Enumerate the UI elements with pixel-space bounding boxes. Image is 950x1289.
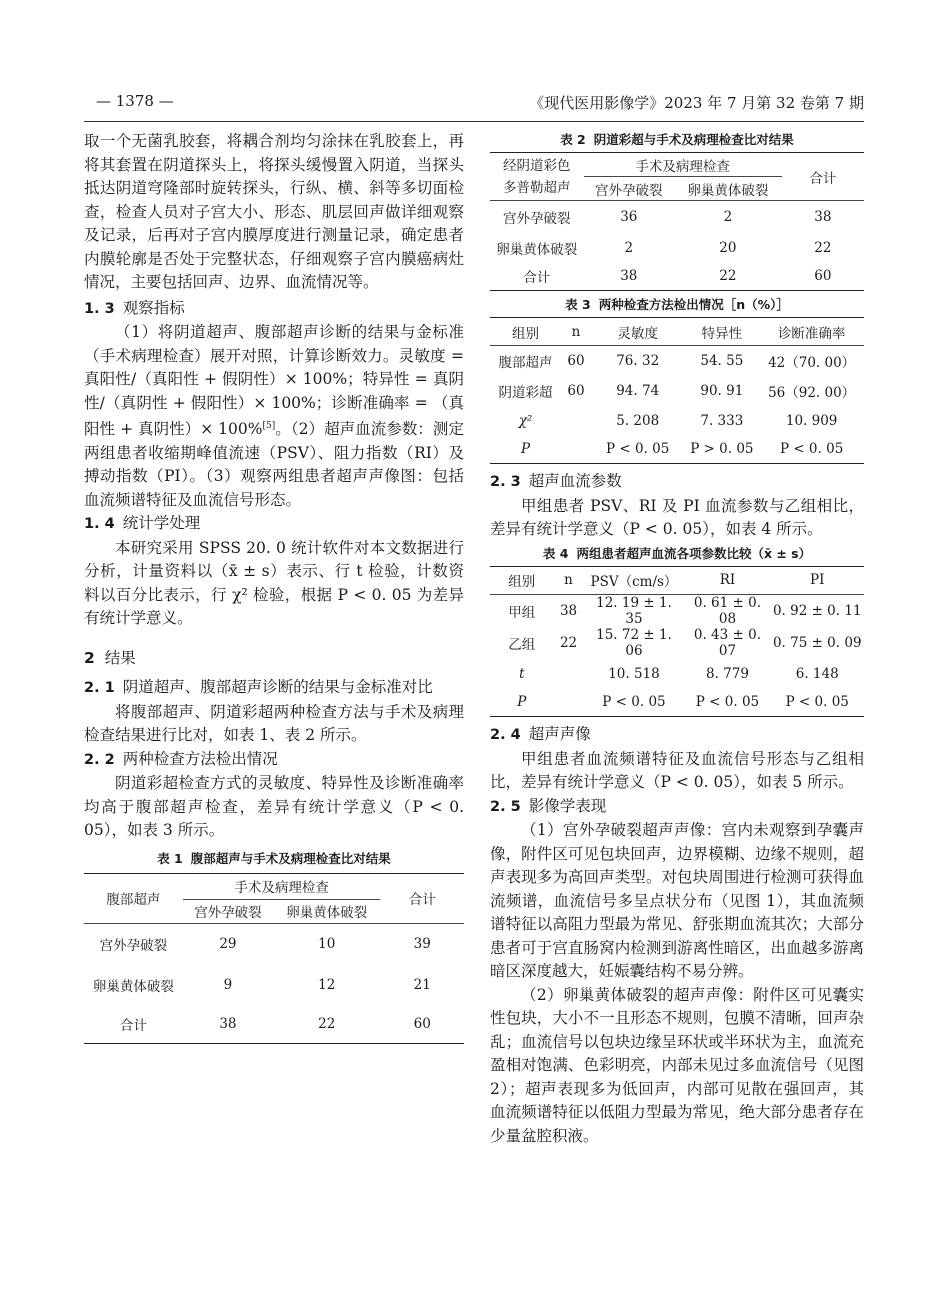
table-row: [490, 346, 864, 376]
table-cell: 0. 92 ± 0. 11: [772, 602, 862, 619]
table-header: 诊断准确率: [759, 318, 864, 346]
table-header: 合计: [380, 873, 464, 923]
section-title: 结果: [104, 648, 136, 667]
section-number: 1. 3: [84, 300, 115, 317]
indicators-text-tail: 。（2）超声血流参数：测定两组患者收缩期峰值流速（PSV）、阻力指数（RI）及搏动指数（PI）。（3）观察两组患者超声声像图：包括血流频谱特征及血流信号形态。: [84, 420, 464, 509]
table-cell: 10: [318, 936, 336, 953]
table-title: 腹部超声与手术及病理检查比对结果: [190, 850, 391, 866]
table-cell: 6. 148: [795, 665, 839, 682]
table-header: RI: [684, 566, 770, 594]
section-number: 2. 3: [490, 474, 521, 490]
table3: [490, 317, 864, 464]
table-cell: 39: [413, 936, 431, 953]
table-title: 两种检查方法检出情况［n（%）］: [598, 297, 789, 312]
table-cell: 10. 518: [608, 665, 660, 682]
table-cell: 38: [814, 208, 832, 225]
table-header: 手术及病理检查: [183, 873, 381, 899]
table-cell: 42（70. 00）: [768, 354, 856, 371]
table-title: 两组患者超声血流各项参数比较（x̄ ± s）: [576, 545, 812, 561]
table-cell: 2: [624, 239, 634, 256]
table-cell: 94. 74: [616, 382, 660, 399]
table-header: n: [561, 318, 591, 346]
table-cell: 22: [559, 634, 578, 651]
table-cell: 0. 43 ± 0. 07: [693, 626, 762, 659]
table-cell: 12: [318, 977, 336, 994]
table4-caption: [490, 544, 864, 564]
table-cell: 9: [223, 977, 233, 994]
table-header: 合计: [782, 153, 864, 201]
table-cell: 22: [719, 268, 737, 285]
table-row: [490, 689, 864, 717]
table-cell: 56（92. 00）: [768, 384, 856, 401]
corpus-luteum-paragraph: （2）卵巢黄体破裂的超声声像：附件区可见囊实性包块，大小不一且形态不规则，包膜不清晰，回声杂乱；血流信号以包块边缘呈环状或半环状为主，血流充盈相对饱满、色彩明亮，内部未见过多血流信号（见图 2）；超声表现多为低回声，内部可见散在强回声，其血流频谱特征以低阻力型最为常见，绝大部分患者存在少量盆腔积液。: [490, 985, 864, 1145]
table-cell: 8. 779: [705, 665, 749, 682]
table-cell: 22: [814, 239, 832, 256]
table-cell: 15. 72 ± 1. 06: [596, 626, 672, 659]
table-cell: 22: [318, 1015, 336, 1032]
table-cell: 腹部超声: [498, 354, 553, 371]
section-1-3-heading: [84, 297, 464, 322]
section-2-1-heading: [84, 676, 464, 701]
table-cell: P < 0. 05: [602, 694, 666, 711]
table-header: PI: [770, 566, 864, 594]
table-header: 卵巢黄体破裂: [674, 177, 782, 201]
left-column: [84, 130, 464, 1044]
section-2-heading: [84, 647, 464, 671]
section-title: 影像学表现: [528, 796, 607, 815]
right-column: [490, 130, 864, 1148]
table-row: [84, 1005, 464, 1043]
table-header-line: 多普勒超声: [503, 179, 571, 196]
table-cell: 36: [620, 208, 638, 225]
table-header-line: 经阴道彩色: [503, 157, 571, 174]
table-cell: [561, 436, 591, 464]
table-cell: 90. 91: [700, 382, 744, 399]
table-row: [490, 436, 864, 464]
table-cell: P < 0. 05: [785, 694, 849, 711]
table-header: 宫外孕破裂: [584, 177, 675, 201]
table2-caption: [490, 130, 864, 150]
section-number: 1. 4: [84, 516, 115, 533]
table-cell: P: [520, 441, 531, 458]
table-row: [490, 376, 864, 406]
citation-ref: [5]: [262, 421, 276, 431]
table-cell: 宫外孕破裂: [503, 210, 571, 227]
table-header: 腹部超声: [84, 873, 183, 923]
table-label: 表 3: [565, 297, 591, 312]
table-cell: 29: [219, 936, 237, 953]
journal-header: 《现代医用影像学》2023 年 7 月第 32 卷第 7 期: [529, 94, 864, 112]
statistics-paragraph: 本研究采用 SPSS 20. 0 统计软件对本文数据进行分析，计量资料以（x̄ ± s）表示、行 t 检验，计数资料以百分比表示，行 χ² 检验，根据 P < 0. 05 为差异有统计学意义。: [84, 538, 464, 628]
table-cell: 54. 55: [700, 352, 744, 369]
table-cell: 38: [219, 1015, 237, 1032]
sonogram-paragraph: 甲组患者血流频谱特征及血流信号形态与乙组相比，差异有统计学意义（P < 0. 05），如表 5 所示。: [490, 749, 864, 791]
table-cell: 38: [620, 268, 638, 285]
table1: [84, 873, 464, 1044]
table-row: [490, 263, 864, 291]
section-2-4-heading: [490, 723, 864, 748]
section-number: 2. 4: [490, 727, 521, 743]
table-cell: 乙组: [508, 636, 536, 653]
section-number: 2: [84, 648, 95, 667]
table-header: [490, 153, 584, 201]
ectopic-pregnancy-paragraph: （1）宫外孕破裂超声声像：宫内未观察到孕囊声像，附件区可见包块回声，边界模糊、边缘不规则，超声表现多为高回声类型。对包块周围进行检测可获得血流频谱，血流信号多呈点状分布（见图 1），其血流频谱特征以高阻力型最为常见、舒张期血流其次；大部分患者可于宫直肠窝内检测到游离性暗区，出血越多游离暗区深度越大，妊娠囊结构不易分辨。: [490, 821, 864, 980]
table-cell: [554, 659, 584, 689]
table-header: n: [554, 566, 584, 594]
table-cell: P > 0. 05: [690, 441, 754, 458]
table-cell: 阴道彩超: [498, 384, 553, 401]
section-title: 超声声像: [528, 725, 591, 743]
table-cell: 60: [567, 382, 585, 399]
comparison-paragraph: 将腹部超声、阴道彩超两种检查方法与手术及病理检查结果进行比对，如表 1、表 2 所示。: [84, 702, 464, 745]
table-header: 组别: [490, 318, 561, 346]
section-title: 两种检查方法检出情况: [122, 749, 278, 768]
table-header: PSV（cm/s）: [583, 566, 684, 594]
table-cell: t: [519, 665, 525, 682]
table-cell: 0. 75 ± 0. 09: [772, 634, 862, 651]
table-label: 表 1: [157, 850, 183, 866]
section-title: 统计学处理: [122, 514, 201, 533]
section-2-5-heading: [490, 795, 864, 820]
section-title: 观察指标: [122, 298, 185, 317]
blood-flow-paragraph: 甲组患者 PSV、RI 及 PI 血流参数与乙组相比，差异有统计学意义（P < 0. 05），如表 4 所示。: [490, 496, 864, 538]
section-1-4-heading: [84, 512, 464, 537]
section-2-2-heading: [84, 748, 464, 773]
table-cell: 38: [559, 602, 578, 619]
table-header: 手术及病理检查: [584, 153, 782, 177]
section-number: 2. 1: [84, 680, 115, 697]
section-number: 2. 2: [84, 751, 115, 768]
section-title: 阴道超声、腹部超声诊断的结果与金标准对比: [122, 678, 433, 697]
table-cell: 12. 19 ± 1. 35: [596, 594, 672, 627]
table-cell: P < 0. 05: [606, 441, 670, 458]
table-cell: P < 0. 05: [779, 441, 844, 458]
section-number: 2. 5: [490, 798, 521, 815]
method-paragraph: 取一个无菌乳胶套，将耦合剂均匀涂抹在乳胶套上，再将其套置在阴道探头上，将探头缓慢置入阴道，当探头抵达阴道穹隆部时旋转探头，行纵、横、斜等多切面检查，检查人员对子宫大小、形态、肌层回声做详细观察及记录，后再对子宫内膜厚度进行测量记录，确定患者内膜轮廓是否处于完整状态，仔细观察子宫内膜癌病灶情况，主要包括回声、边界、血流情况等。: [84, 132, 464, 291]
table-row: [490, 406, 864, 436]
table1-caption: [84, 849, 464, 869]
page-number: — 1378 —: [96, 92, 174, 110]
section-title: 超声血流参数: [528, 472, 622, 490]
section-2-3-heading: [490, 470, 864, 495]
table4: [490, 566, 864, 718]
table-cell: 0. 61 ± 0. 08: [693, 594, 762, 627]
table-cell: 60: [413, 1015, 431, 1032]
table-row: [84, 965, 464, 1005]
table-cell: 10. 909: [785, 412, 838, 429]
table-header: 特异性: [684, 318, 759, 346]
table-cell: 60: [814, 268, 832, 285]
table-cell: P < 0. 05: [695, 694, 760, 711]
table-cell: 甲组: [508, 604, 536, 621]
table-cell: 5. 208: [616, 412, 660, 429]
table-row: [84, 923, 464, 965]
table-cell: P: [517, 694, 527, 711]
table-label: 表 4: [542, 545, 569, 561]
indicators-paragraph: [84, 321, 464, 512]
header-rule: [84, 121, 864, 122]
table-header: 卵巢黄体破裂: [273, 899, 380, 923]
table-row: [490, 659, 864, 689]
table-cell: 宫外孕破裂: [99, 938, 168, 955]
table-header: 灵敏度: [591, 318, 685, 346]
table-cell: 76. 32: [616, 352, 660, 369]
table-cell: 卵巢黄体破裂: [92, 979, 174, 996]
table-cell: χ²: [518, 412, 533, 429]
table-cell: [561, 406, 591, 436]
table-row: [490, 201, 864, 233]
indicators-text: （1）将阴道超声、腹部超声诊断的结果与金标准（手术病理检查）展开对照，计算诊断效力。灵敏度 = 真阳性/（真阳性 + 假阴性）× 100%；特异性 = 真阴性/（真阴性 + 假阳性）× 100%；诊断准确率 = （真阳性 + 真阴性）× 100%: [84, 323, 464, 439]
table-cell: 60: [567, 352, 585, 369]
table-cell: [554, 689, 584, 717]
detection-paragraph: 阴道彩超检查方式的灵敏度、特异性及诊断准确率均高于腹部超声检查，差异有统计学意义（P < 0. 05），如表 3 所示。: [84, 774, 464, 840]
table-label: 表 2: [560, 132, 586, 147]
table-row: [490, 627, 864, 659]
table-cell: 20: [719, 239, 737, 256]
table-cell: 7. 333: [700, 412, 744, 429]
table-cell: 合计: [523, 270, 551, 287]
table-header: 组别: [490, 566, 554, 594]
table-header: 宫外孕破裂: [183, 899, 273, 923]
table-title: 阴道彩超与手术及病理检查比对结果: [593, 132, 794, 147]
table-row: [490, 594, 864, 627]
table-cell: 合计: [119, 1017, 147, 1034]
table-cell: 2: [723, 208, 733, 225]
table3-caption: [490, 295, 864, 315]
table-row: [490, 233, 864, 263]
table-cell: 卵巢黄体破裂: [496, 241, 578, 258]
table2: [490, 152, 864, 291]
table-cell: 21: [413, 977, 431, 994]
